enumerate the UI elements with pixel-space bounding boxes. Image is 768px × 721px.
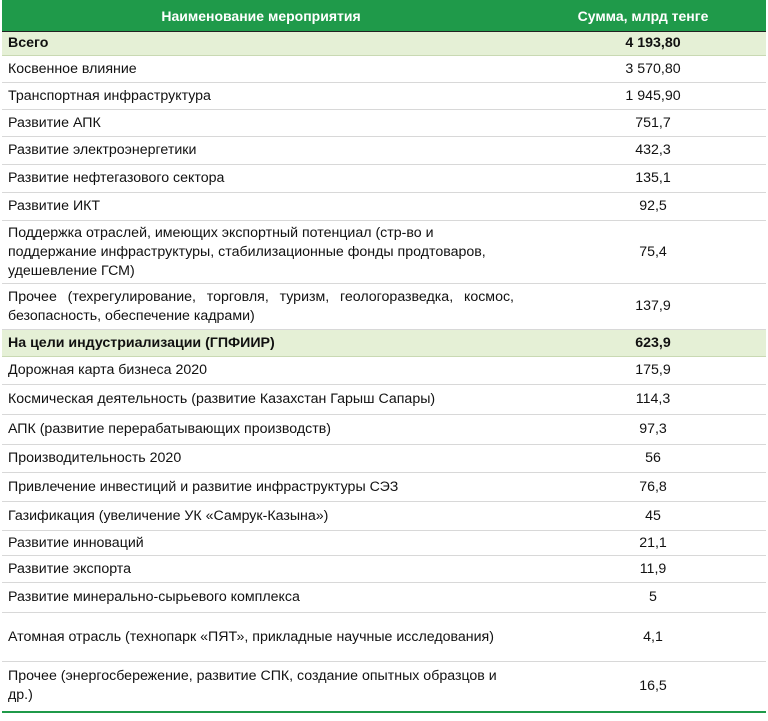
table-row [2, 415, 766, 445]
table-row [2, 473, 766, 502]
table-row [2, 56, 766, 83]
row-value: 751,7 [520, 110, 766, 137]
row-name: Транспортная инфраструктура [2, 83, 520, 110]
table-row [2, 385, 766, 415]
row-value: 21,1 [520, 531, 766, 556]
table-row [2, 502, 766, 531]
row-name: Развитие инноваций [2, 531, 520, 556]
table-row [2, 110, 766, 137]
row-name: Прочее (энергосбережение, развитие СПК, создание опытных образцов и др.) [2, 662, 520, 712]
row-name: Развитие ИКТ [2, 193, 520, 221]
row-name: Развитие минерально-сырьевого комплекса [2, 583, 520, 613]
row-value: 5 [520, 583, 766, 613]
row-value: 97,3 [520, 415, 766, 445]
row-value: 135,1 [520, 165, 766, 193]
row-value: 45 [520, 502, 766, 531]
table-row [2, 445, 766, 473]
table-row [2, 357, 766, 385]
row-name: Развитие экспорта [2, 556, 520, 583]
row-name: Поддержка отраслей, имеющих экспортный потенциал (стр-во и поддержание инфраструктуры, стабилизационные фонды продтоваров, удешевление ГСМ) [2, 221, 520, 284]
row-name: На цели индустриализации (ГПФИИР) [2, 330, 520, 357]
row-value: 76,8 [520, 473, 766, 502]
row-name: Всего [2, 32, 520, 56]
row-name: Развитие электроэнергетики [2, 137, 520, 165]
table-row [2, 284, 766, 330]
row-value: 432,3 [520, 137, 766, 165]
row-value: 4 193,80 [520, 32, 766, 56]
table-row [2, 165, 766, 193]
table-row [2, 662, 766, 712]
table-header-row [2, 0, 766, 32]
row-name: АПК (развитие перерабатывающих производств) [2, 415, 520, 445]
row-value: 623,9 [520, 330, 766, 357]
row-value: 56 [520, 445, 766, 473]
row-value: 92,5 [520, 193, 766, 221]
row-name: Дорожная карта бизнеса 2020 [2, 357, 520, 385]
row-value: 11,9 [520, 556, 766, 583]
row-value: 175,9 [520, 357, 766, 385]
row-name: Развитие нефтегазового сектора [2, 165, 520, 193]
row-value: 3 570,80 [520, 56, 766, 83]
table-row [2, 613, 766, 662]
column-header-name: Наименование мероприятия [2, 0, 520, 32]
row-value: 16,5 [520, 662, 766, 712]
row-value: 114,3 [520, 385, 766, 415]
table-row [2, 83, 766, 110]
row-value: 137,9 [520, 284, 766, 330]
budget-table [2, 0, 766, 713]
table-row [2, 531, 766, 556]
row-value: 75,4 [520, 221, 766, 284]
row-name: Привлечение инвестиций и развитие инфраструктуры СЭЗ [2, 473, 520, 502]
row-name: Косвенное влияние [2, 56, 520, 83]
table-row [2, 583, 766, 613]
row-name: Атомная отрасль (технопарк «ПЯТ», прикладные научные исследования) [2, 613, 520, 662]
row-name: Производительность 2020 [2, 445, 520, 473]
row-name: Развитие АПК [2, 110, 520, 137]
row-name: Газификация (увеличение УК «Самрук-Казына») [2, 502, 520, 531]
table-row [2, 556, 766, 583]
row-value: 4,1 [520, 613, 766, 662]
table-row [2, 137, 766, 165]
table-row [2, 221, 766, 284]
row-name: Прочее (техрегулирование, торговля, туризм, геологоразведка, космос, безопасность, обеспечение кадрами) [2, 284, 520, 330]
table-row-industrialization [2, 330, 766, 357]
table-row [2, 193, 766, 221]
column-header-sum: Сумма, млрд тенге [520, 0, 766, 32]
row-name: Космическая деятельность (развитие Казахстан Гарыш Сапары) [2, 385, 520, 415]
row-value: 1 945,90 [520, 83, 766, 110]
table-row-total [2, 32, 766, 56]
